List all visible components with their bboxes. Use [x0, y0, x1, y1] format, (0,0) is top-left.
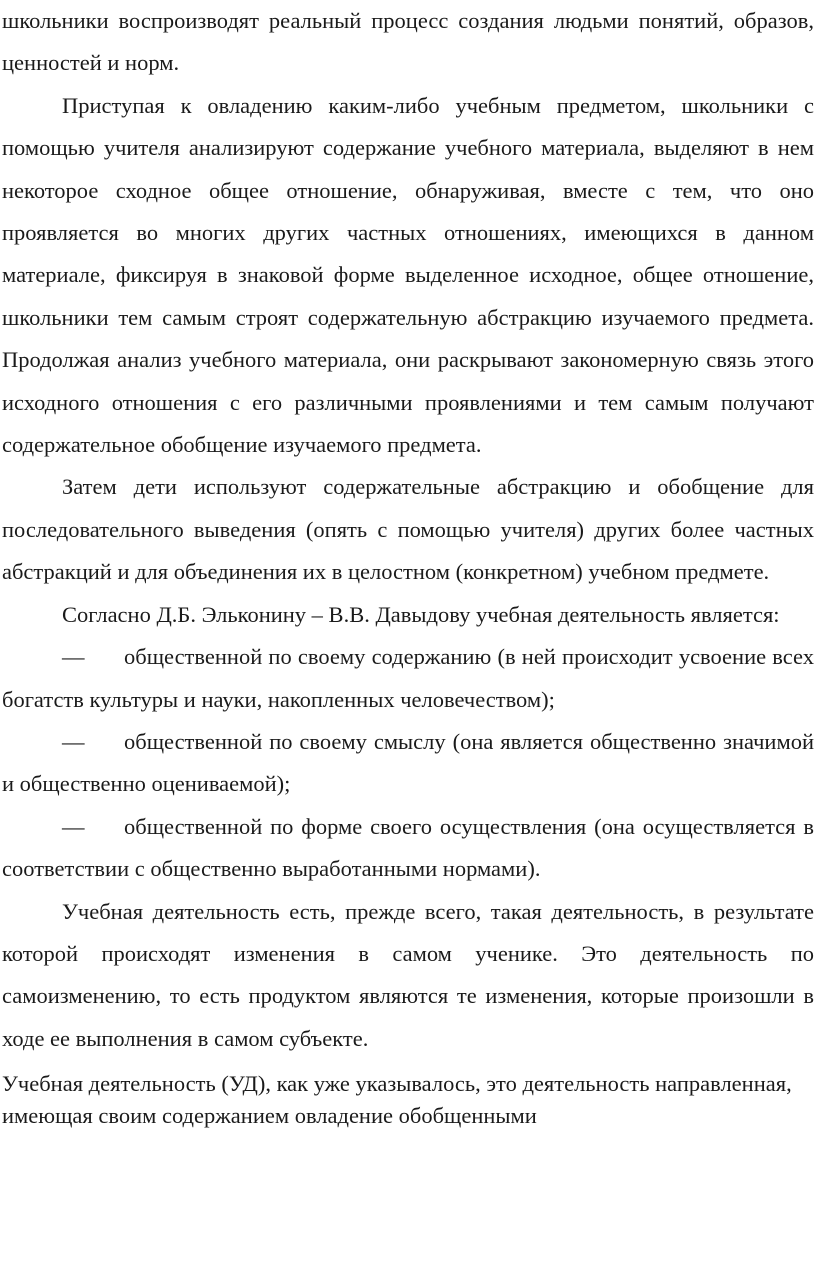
paragraph-continuation: школьники воспроизводят реальный процесс создания людьми понятий, образов, ценностей и норм. — [2, 8, 814, 76]
dash-marker: — — [62, 813, 85, 839]
paragraph-subject-mastery: Приступая к овладению каким-либо учебным предметом, школьники с помощью учителя анализируют содержание учебного материала, выделяют в нем некоторое сходное общее отношение, обнаруживая, вместе с тем, что оно проявляется во многих других частных отношениях, имеющихся в данном материале, фиксируя в знаковой форме выделенное исходное, общее отношение, школьники тем самым строят содержательную абстракцию изучаемого предмета. Продолжая анализ учебного материала, они раскрывают закономерную связь этого исходного отношения с его различными проявлениями и тем самым получают содержательное обобщение изучаемого предмета. — [2, 92, 814, 458]
paragraph-abstractions: Затем дети используют содержательные абстракцию и обобщение для последовательного выведения (опять с помощью учителя) других более частных абстракций и для объединения их в целостном (конкретном) учебном предмете. — [2, 474, 814, 585]
list-item-text: общественной по своему смыслу (она является общественно значимой и общественно оцениваемой); — [2, 728, 814, 797]
dash-marker: — — [62, 644, 85, 670]
paragraph-self-change: Учебная деятельность есть, прежде всего, такая деятельность, в результате которой происходят изменения в самом ученике. Это деятельность по самоизменению, то есть продуктом являются те изменения, которые произошли в ходе ее выполнения в самом субъекте. — [2, 898, 814, 1051]
list-item-text: общественной по своему содержанию (в ней происходит усвоение всех богатств культуры и науки, накопленных человечеством); — [2, 644, 814, 712]
paragraph-elkonin-davydov: Согласно Д.Б. Эльконину – В.В. Давыдову учебная деятельность является: — [62, 601, 780, 627]
document-body — [2, 0, 814, 1060]
list-item — [2, 806, 814, 891]
dash-marker: — — [62, 728, 85, 754]
list-item — [2, 636, 814, 721]
list-item-text: общественной по форме своего осуществления (она осуществляется в соответствии с общественно выработанными нормами). — [2, 813, 814, 882]
paragraph-ud-definition: Учебная деятельность (УД), как уже указывалось, это деятельность направленная, имеющая своим содержанием овладение обобщенными — [2, 1071, 792, 1128]
document-tail — [2, 1068, 814, 1132]
list-item — [2, 721, 814, 806]
